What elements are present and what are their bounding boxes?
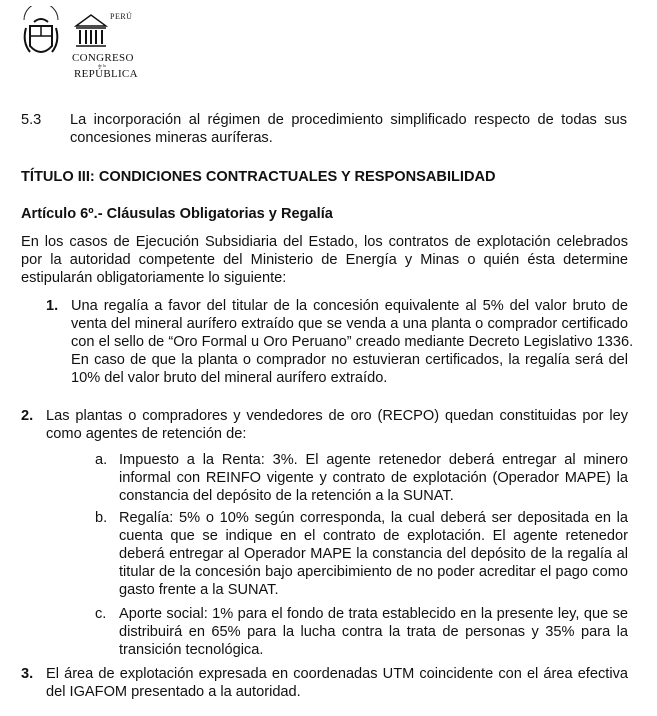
sublist-letter: a.: [95, 452, 108, 468]
sublist-item-line: deberá entregar al Operador MAPE la constancia del depósito de la regalía al: [119, 546, 628, 562]
sublist-item-line: titular de la concesión bajo apercibimiento de no poder acreditar el pago como: [119, 564, 628, 580]
list-number: 3.: [21, 666, 34, 682]
paragraph-line: En los casos de Ejecución Subsidiaria del Estado, los contratos de explotación celebrados: [21, 234, 628, 250]
list-item-line: con el sello de “Oro Formal u Oro Peruano” creado mediante Decreto Legislativo 1336.: [71, 334, 634, 350]
congreso-logo: [66, 10, 142, 82]
sublist-item-line: gasto frente a la SUNAT.: [119, 582, 279, 598]
congress-peru-label: PERÚ: [110, 12, 133, 21]
list-item-line: Una regalía a favor del titular de la concesión equivalente al 5% del valor bruto de: [71, 298, 628, 314]
sublist-item-line: constancia del depósito de la retención a la SUNAT.: [119, 488, 454, 504]
article-heading: Artículo 6º.- Cláusulas Obligatorias y Regalía: [21, 206, 333, 222]
list-item-line: como agentes de retención de:: [46, 426, 247, 442]
congress-republica: REPÚBLICA: [74, 68, 138, 80]
paragraph-line: por la autoridad competente del Ministerio de Energía y Minas o quién ésta determine: [21, 252, 628, 268]
list-number: 2.: [21, 408, 34, 424]
list-item-line: del IGAFOM presentado a la autoridad.: [46, 684, 301, 700]
sublist-item-line: transición tecnológica.: [119, 642, 264, 658]
list-item-line: venta del mineral aurífero extraído que se venda a una planta o comprador certificado: [71, 316, 628, 332]
section-number: 5.3: [21, 112, 42, 128]
congress-de-label: de la: [98, 63, 106, 68]
sublist-letter: c.: [95, 606, 107, 622]
sublist-item-line: Impuesto a la Renta: 3%. El agente retenedor deberá entregar al minero: [119, 452, 628, 468]
sublist-item-line: Aporte social: 1% para el fondo de trata establecido en la presente ley, que se: [119, 606, 628, 622]
congress-building-icon: [74, 12, 108, 50]
sublist-item-line: distribuirá en 65% para la lucha contra la trata de personas y 35% para la: [119, 624, 628, 640]
title-heading: TÍTULO III: CONDICIONES CONTRACTUALES Y RESPONSABILIDAD: [21, 169, 496, 185]
list-item-line: En caso de que la planta o comprador no estuvieran certificados, la regalía será del: [71, 352, 628, 368]
list-number: 1.: [46, 298, 59, 314]
paragraph-line: La incorporación al régimen de procedimiento simplificado respecto de todas sus: [70, 112, 627, 128]
sublist-item-line: Regalía: 5% o 10% según corresponda, la cual deberá ser depositada en la: [119, 510, 628, 526]
list-item-line: 10% del valor bruto del mineral aurífero extraído.: [71, 370, 388, 386]
sublist-item-line: cuenta que se indique en el contrato de explotación. El agente retenedor: [119, 528, 628, 544]
list-item-line: El área de explotación expresada en coordenadas UTM coincidente con el área efectiva: [46, 666, 628, 682]
sublist-letter: b.: [95, 510, 108, 526]
list-item-line: Las plantas o compradores y vendedores de oro (RECPO) quedan constituidas por ley: [46, 408, 628, 424]
sublist-item-line: informal con REINFO vigente y contrato de explotación (Operador MAPE) la: [119, 470, 628, 486]
paragraph-line: concesiones mineras auríferas.: [70, 130, 273, 146]
congress-name: CONGRESO: [72, 52, 134, 64]
peru-coat-of-arms-icon: [18, 6, 64, 76]
paragraph-line: estipularán obligatoriamente lo siguiente:: [21, 270, 287, 286]
